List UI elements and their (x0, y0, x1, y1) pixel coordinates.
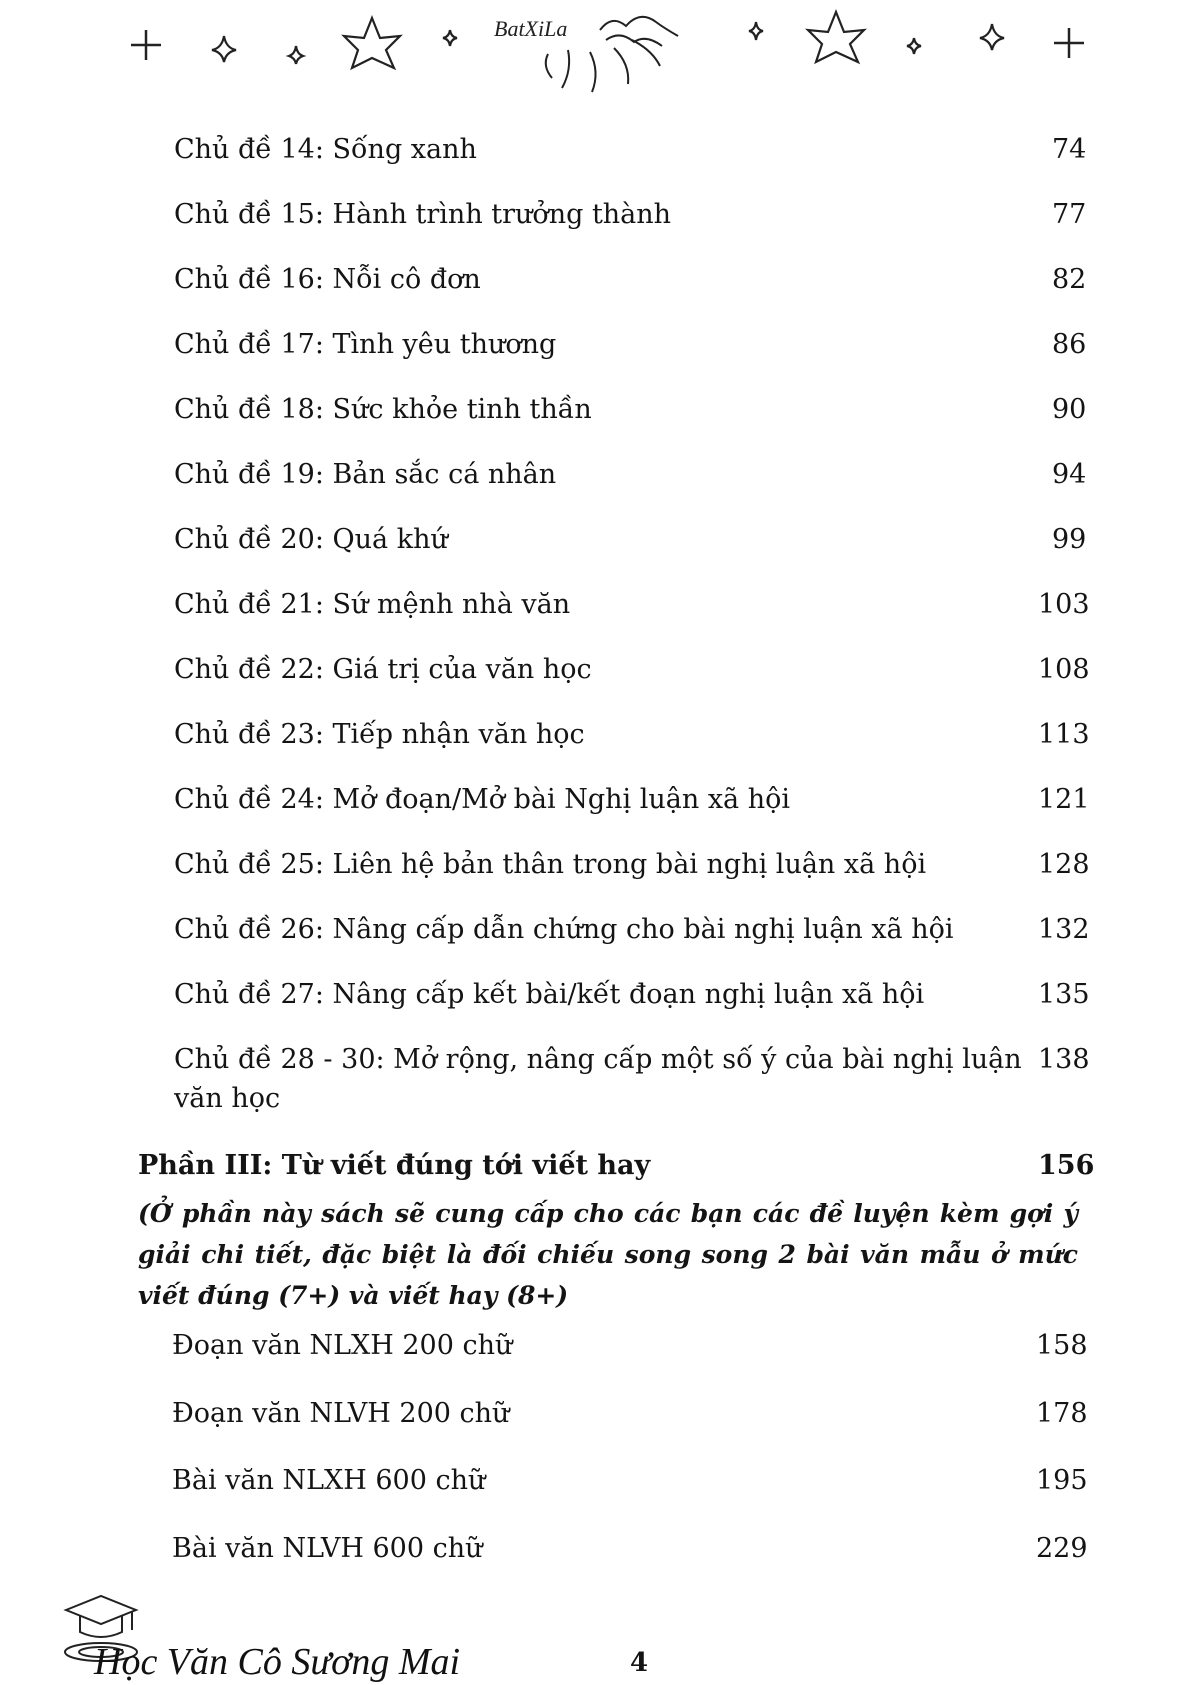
sparkle-icon (212, 22, 1004, 64)
page-header (0, 0, 1191, 110)
toc-entry-label: Chủ đề 27: Nâng cấp kết bài/kết đoạn nghị luận xã hội (174, 979, 925, 1010)
toc-entry-label: Chủ đề 22: Giá trị của văn học (174, 654, 592, 685)
toc-entry-label: Chủ đề 28 - 30: Mở rộng, nâng cấp một số ý của bài nghị luận (174, 1044, 1022, 1075)
toc-entry-page: 158 (1036, 1330, 1088, 1361)
toc-entry-page: 86 (1052, 329, 1087, 360)
plus-star-icon (1054, 28, 1084, 58)
toc-entry-label: Chủ đề 19: Bản sắc cá nhân (174, 459, 557, 490)
toc-entry-page: 135 (1038, 979, 1090, 1010)
toc-entry-page: 108 (1038, 654, 1090, 685)
toc-entry-page: 77 (1052, 199, 1087, 230)
toc-entry-label: Bài văn NLVH 600 chữ (172, 1533, 483, 1564)
toc-entry-page: 74 (1052, 134, 1087, 165)
toc-entry-label: Chủ đề 20: Quá khứ (174, 524, 448, 555)
toc-entry-page: 128 (1038, 849, 1090, 880)
toc-entry-page: 229 (1036, 1533, 1088, 1564)
toc-entry-label: Chủ đề 25: Liên hệ bản thân trong bài nghị luận xã hội (174, 849, 927, 880)
toc-entry-page: 99 (1052, 524, 1087, 555)
toc-entry-label: Đoạn văn NLVH 200 chữ (172, 1398, 510, 1429)
toc-entry-label: Chủ đề 24: Mở đoạn/Mở bài Nghị luận xã hội (174, 784, 791, 815)
toc-entry-label: Bài văn NLXH 600 chữ (172, 1465, 486, 1496)
toc-entry-label: Chủ đề 18: Sức khỏe tinh thần (174, 394, 592, 425)
plus-star-icon (131, 30, 161, 60)
toc-entry-page: 121 (1038, 784, 1090, 815)
toc-entry-label-continued: văn học (174, 1083, 281, 1114)
toc-entry-label: Chủ đề 17: Tình yêu thương (174, 329, 557, 360)
brand-signature: BatXiLa (494, 16, 568, 41)
toc-entry-page: 90 (1052, 394, 1087, 425)
toc-entry-page: 178 (1036, 1398, 1088, 1429)
footer-brand: Học Văn Cô Sương Mai (94, 1641, 461, 1683)
toc-entry-label: Chủ đề 26: Nâng cấp dẫn chứng cho bài nghị luận xã hội (174, 914, 954, 945)
toc-entry-label: Chủ đề 14: Sống xanh (174, 134, 477, 165)
toc-entry-label: Đoạn văn NLXH 200 chữ (172, 1330, 513, 1361)
section-note: (Ở phần này sách sẽ cung cấp cho các bạn các đề luyện kèm gợi ý giải chi tiết, đặc biệt là đối chiếu song song 2 bài văn mẫu ở mức viết đúng (7+) và viết hay (8+) (138, 1199, 1078, 1310)
page-number: 4 (630, 1648, 649, 1678)
section-page: 156 (1038, 1150, 1095, 1181)
toc-entry-page: 94 (1052, 459, 1087, 490)
toc-entry-page: 113 (1038, 719, 1090, 750)
toc-entry-page: 195 (1036, 1465, 1088, 1496)
toc-entry-label: Chủ đề 21: Sứ mệnh nhà văn (174, 589, 571, 620)
decorative-stars-banner (0, 0, 1191, 110)
toc-entry-page: 132 (1038, 914, 1090, 945)
toc-entry-label: Chủ đề 16: Nỗi cô đơn (174, 264, 481, 295)
toc-entry-label: Chủ đề 15: Hành trình trưởng thành (174, 199, 672, 230)
section-title: Phần III: Từ viết đúng tới viết hay (138, 1150, 651, 1181)
toc-entry-label: Chủ đề 23: Tiếp nhận văn học (174, 719, 585, 750)
toc-entry-page: 103 (1038, 589, 1090, 620)
toc-entry-page: 82 (1052, 264, 1087, 295)
toc-entry-page: 138 (1038, 1044, 1090, 1075)
star-outline-icon (344, 12, 864, 68)
